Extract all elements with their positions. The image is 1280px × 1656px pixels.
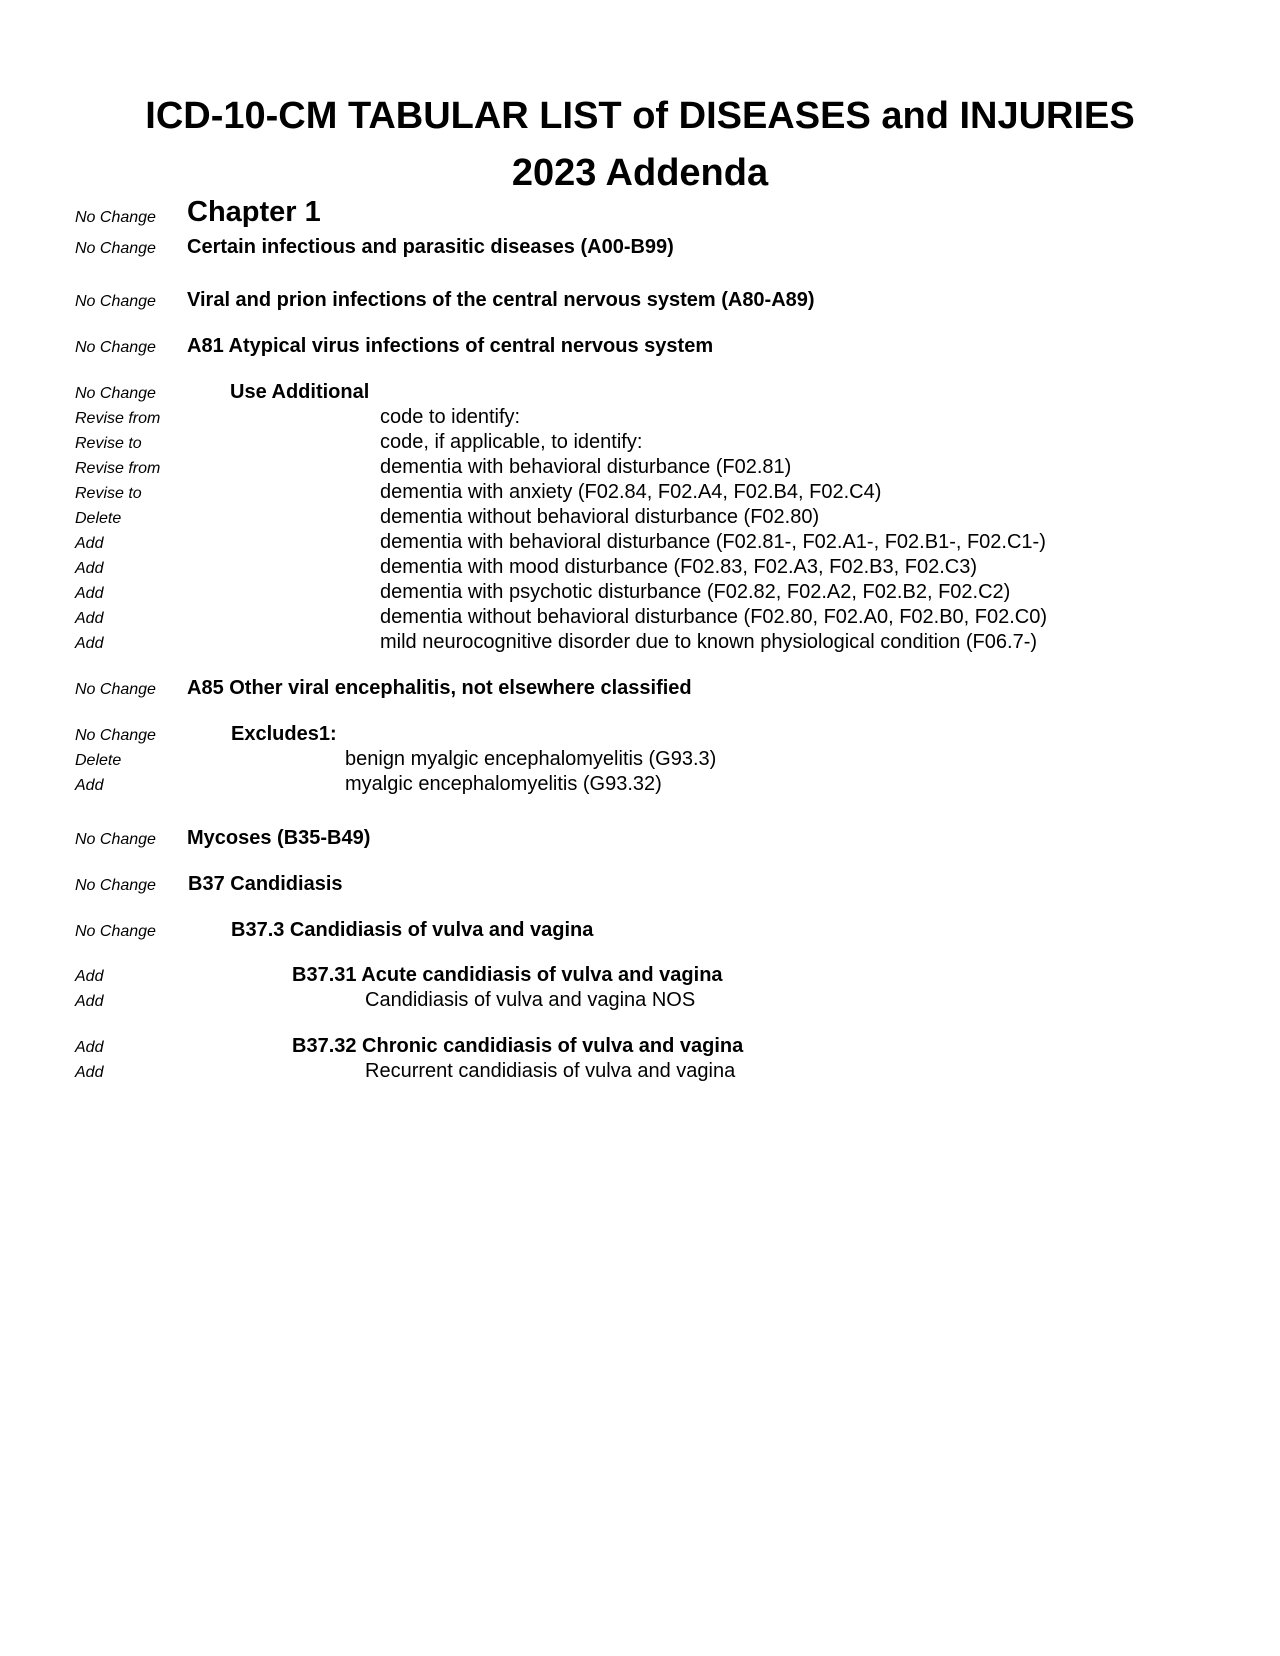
entry-text: benign myalgic encephalomyelitis (G93.3) (345, 748, 717, 770)
entry-row (0, 825, 1280, 851)
entry-row (0, 987, 1280, 1013)
inclusion-term: Candidiasis of vulva and vagina NOS (365, 989, 696, 1011)
change-status: Revise to (75, 435, 142, 452)
change-status: Revise from (75, 460, 161, 477)
page-title: ICD-10-CM TABULAR LIST of DISEASES and INJURIES (145, 95, 1135, 137)
change-status: Add (75, 1039, 104, 1056)
change-status: No Change (75, 877, 156, 894)
block-heading: Viral and prion infections of the central nervous system (A80-A89) (187, 289, 815, 311)
entry-text: dementia with behavioral disturbance (F02.81) (380, 456, 792, 478)
change-status: No Change (75, 831, 156, 848)
category-heading: B37 Candidiasis (188, 873, 343, 895)
entry-text: code to identify: (380, 406, 521, 428)
entry-text: dementia with behavioral disturbance (F02.81-, F02.A1-, F02.B1-, F02.C1-) (380, 531, 1046, 553)
change-status: Add (75, 610, 104, 627)
entry-text: dementia without behavioral disturbance (F02.80, F02.A0, F02.B0, F02.C0) (380, 606, 1048, 628)
category-heading: A81 Atypical virus infections of central nervous system (187, 335, 714, 357)
change-status: No Change (75, 339, 156, 356)
entry-row (0, 675, 1280, 701)
change-status: Add (75, 535, 104, 552)
entry-row (0, 1033, 1280, 1059)
entry-row (0, 454, 1280, 480)
change-status: No Change (75, 240, 156, 257)
entry-row (0, 579, 1280, 605)
entry-row (0, 287, 1280, 313)
change-status: Delete (75, 510, 122, 527)
entry-row (0, 479, 1280, 505)
change-status: Add (75, 777, 104, 794)
entry-row (0, 771, 1280, 797)
entry-row (0, 962, 1280, 988)
entry-row (0, 333, 1280, 359)
entry-row (0, 429, 1280, 455)
entry-row (0, 404, 1280, 430)
inclusion-term: Recurrent candidiasis of vulva and vagina (365, 1060, 736, 1082)
change-status: Add (75, 560, 104, 577)
subcategory-heading: B37.3 Candidiasis of vulva and vagina (231, 919, 594, 941)
entry-row (0, 529, 1280, 555)
change-status: No Change (75, 209, 156, 226)
change-status: Add (75, 993, 104, 1010)
entry-row (0, 629, 1280, 655)
entry-row (0, 721, 1280, 747)
entry-row (0, 379, 1280, 405)
change-status: Add (75, 635, 104, 652)
entry-text: code, if applicable, to identify: (380, 431, 643, 453)
entry-row (0, 554, 1280, 580)
change-status: Add (75, 968, 104, 985)
change-status: No Change (75, 681, 156, 698)
entry-text: dementia without behavioral disturbance (F02.80) (380, 506, 820, 528)
change-status: Add (75, 585, 104, 602)
change-status: Revise from (75, 410, 161, 427)
change-status: Delete (75, 752, 122, 769)
change-status: Add (75, 1064, 104, 1081)
page-subtitle: 2023 Addenda (511, 152, 769, 194)
change-status: No Change (75, 727, 156, 744)
entry-row (0, 196, 1280, 229)
entry-text: myalgic encephalomyelitis (G93.32) (345, 773, 662, 795)
instruction-note: Use Additional (230, 381, 370, 403)
change-status: Revise to (75, 485, 142, 502)
section-heading: Certain infectious and parasitic diseases (A00-B99) (187, 236, 674, 258)
entry-row (0, 917, 1280, 943)
entry-row (0, 604, 1280, 630)
entry-text: dementia with psychotic disturbance (F02.82, F02.A2, F02.B2, F02.C2) (380, 581, 1011, 603)
entry-row (0, 871, 1280, 897)
instruction-note: Excludes1: (231, 723, 337, 745)
chapter-heading: Chapter 1 (187, 196, 321, 228)
entry-row (0, 504, 1280, 530)
change-status: No Change (75, 385, 156, 402)
entry-row (0, 234, 1280, 260)
entry-text: dementia with anxiety (F02.84, F02.A4, F02.B4, F02.C4) (380, 481, 882, 503)
change-status: No Change (75, 923, 156, 940)
entry-row (0, 1058, 1280, 1084)
code-heading: B37.31 Acute candidiasis of vulva and vagina (292, 964, 723, 986)
entry-text: mild neurocognitive disorder due to known physiological condition (F06.7-) (380, 631, 1038, 653)
code-heading: B37.32 Chronic candidiasis of vulva and vagina (292, 1035, 744, 1057)
entry-row (0, 746, 1280, 772)
category-heading: A85 Other viral encephalitis, not elsewhere classified (187, 677, 692, 699)
change-status: No Change (75, 293, 156, 310)
block-heading: Mycoses (B35-B49) (187, 827, 371, 849)
entry-text: dementia with mood disturbance (F02.83, F02.A3, F02.B3, F02.C3) (380, 556, 977, 578)
